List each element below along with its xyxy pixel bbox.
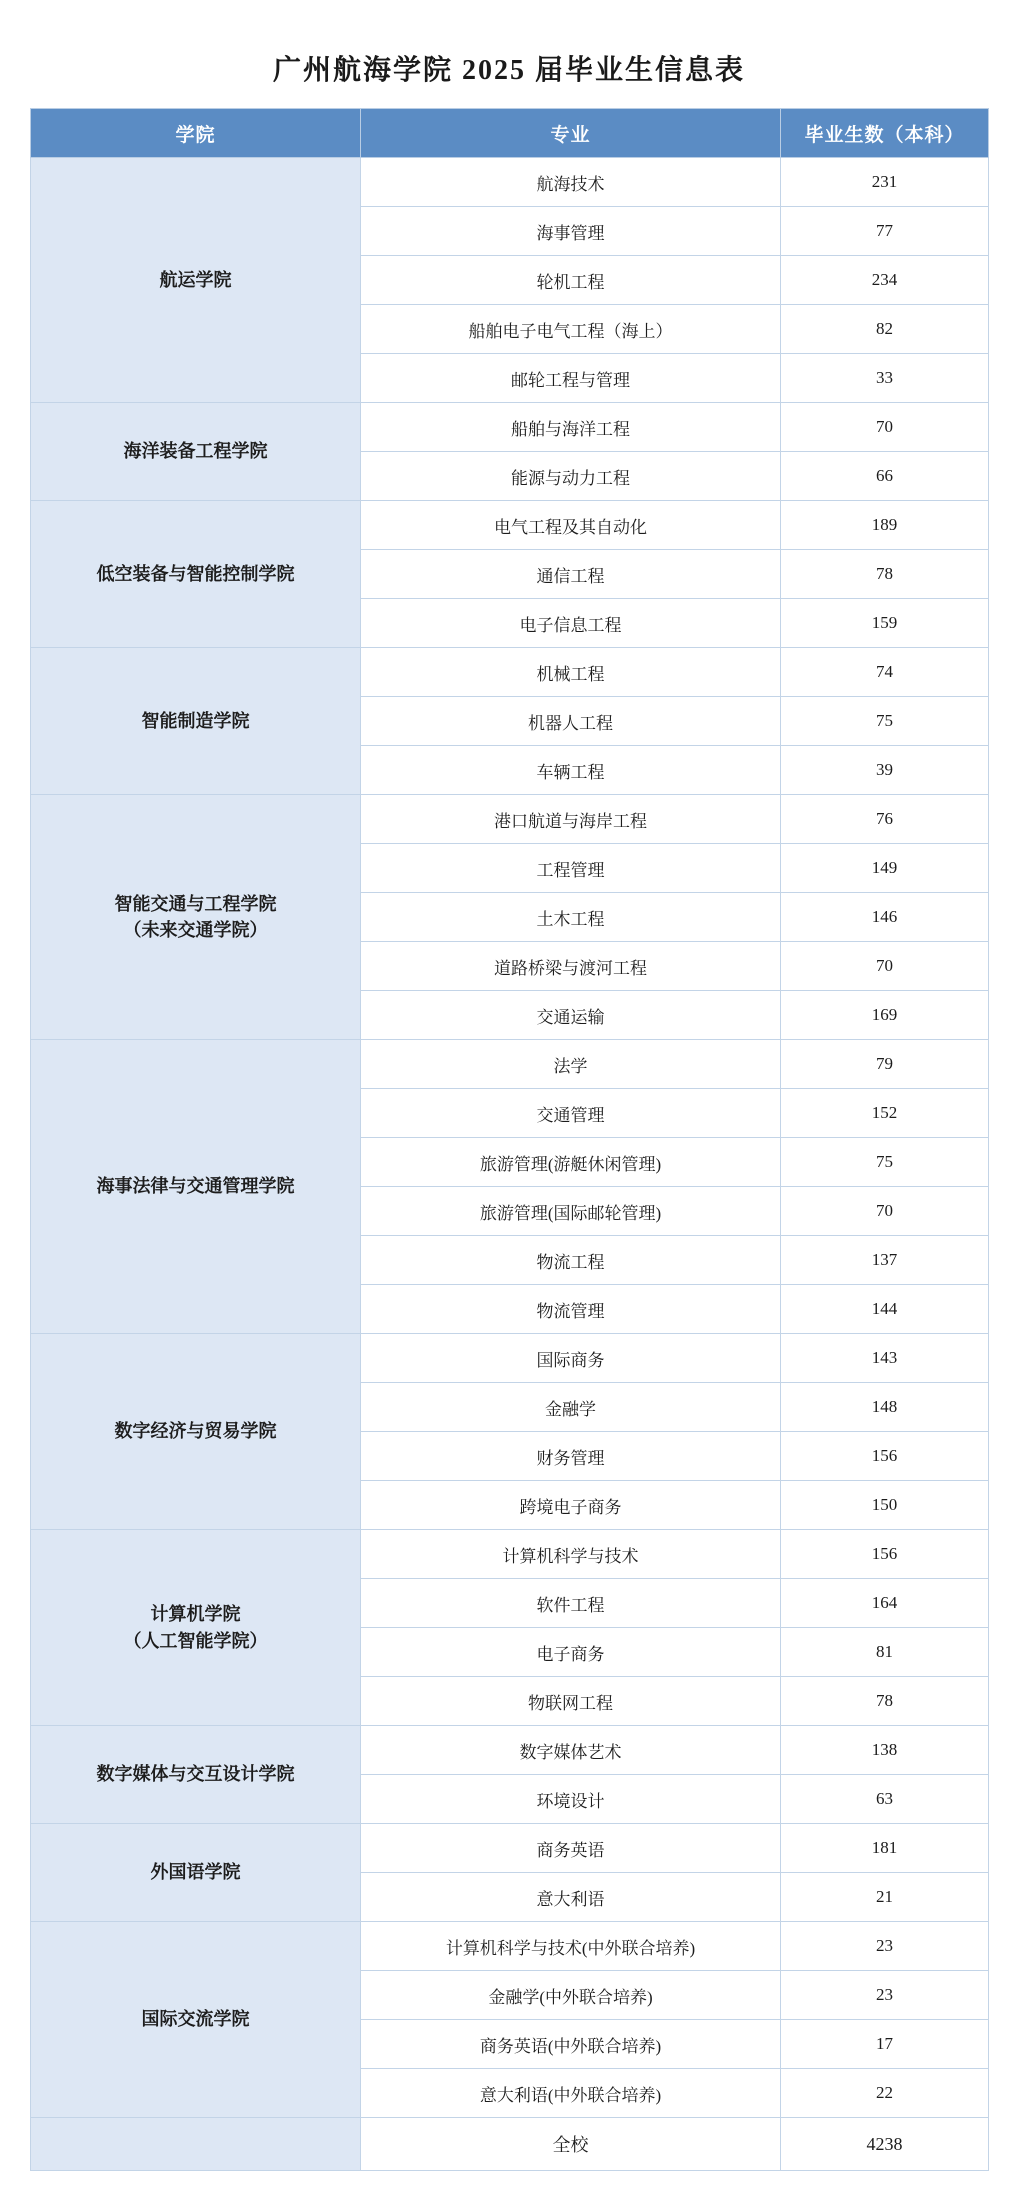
count-cell: 82	[781, 305, 989, 354]
column-header-college: 学院	[31, 109, 361, 158]
college-cell: 海事法律与交通管理学院	[31, 1040, 361, 1334]
major-cell: 国际商务	[361, 1334, 781, 1383]
table-row	[31, 403, 989, 452]
count-cell: 79	[781, 1040, 989, 1089]
major-cell: 能源与动力工程	[361, 452, 781, 501]
major-cell: 计算机科学与技术	[361, 1530, 781, 1579]
major-cell: 法学	[361, 1040, 781, 1089]
count-cell: 76	[781, 795, 989, 844]
table-body	[31, 158, 989, 2171]
count-cell: 189	[781, 501, 989, 550]
count-cell: 70	[781, 1187, 989, 1236]
college-cell: 海洋装备工程学院	[31, 403, 361, 501]
count-cell: 146	[781, 893, 989, 942]
total-label-cell: 全校	[361, 2118, 781, 2171]
table-row	[31, 1922, 989, 1971]
college-cell: 智能交通与工程学院 （未来交通学院）	[31, 795, 361, 1040]
college-cell: 计算机学院 （人工智能学院）	[31, 1530, 361, 1726]
count-cell: 39	[781, 746, 989, 795]
major-cell: 通信工程	[361, 550, 781, 599]
major-cell: 商务英语	[361, 1824, 781, 1873]
major-cell: 船舶电子电气工程（海上）	[361, 305, 781, 354]
table-row	[31, 1040, 989, 1089]
count-cell: 156	[781, 1530, 989, 1579]
table-row	[31, 1824, 989, 1873]
major-cell: 机械工程	[361, 648, 781, 697]
count-cell: 159	[781, 599, 989, 648]
count-cell: 70	[781, 403, 989, 452]
major-cell: 跨境电子商务	[361, 1481, 781, 1530]
count-cell: 75	[781, 1138, 989, 1187]
count-cell: 150	[781, 1481, 989, 1530]
count-cell: 148	[781, 1383, 989, 1432]
count-cell: 234	[781, 256, 989, 305]
college-cell: 国际交流学院	[31, 1922, 361, 2118]
table-row	[31, 1530, 989, 1579]
major-cell: 交通运输	[361, 991, 781, 1040]
major-cell: 商务英语(中外联合培养)	[361, 2020, 781, 2069]
count-cell: 78	[781, 1677, 989, 1726]
count-cell: 181	[781, 1824, 989, 1873]
count-cell: 74	[781, 648, 989, 697]
count-cell: 77	[781, 207, 989, 256]
table-row	[31, 1726, 989, 1775]
table-total-row	[31, 2118, 989, 2171]
college-cell: 数字经济与贸易学院	[31, 1334, 361, 1530]
major-cell: 海事管理	[361, 207, 781, 256]
major-cell: 金融学(中外联合培养)	[361, 1971, 781, 2020]
table-row	[31, 1334, 989, 1383]
count-cell: 164	[781, 1579, 989, 1628]
major-cell: 道路桥梁与渡河工程	[361, 942, 781, 991]
major-cell: 金融学	[361, 1383, 781, 1432]
count-cell: 149	[781, 844, 989, 893]
major-cell: 环境设计	[361, 1775, 781, 1824]
major-cell: 电子商务	[361, 1628, 781, 1677]
major-cell: 计算机科学与技术(中外联合培养)	[361, 1922, 781, 1971]
count-cell: 70	[781, 942, 989, 991]
college-cell: 数字媒体与交互设计学院	[31, 1726, 361, 1824]
count-cell: 137	[781, 1236, 989, 1285]
count-cell: 143	[781, 1334, 989, 1383]
count-cell: 138	[781, 1726, 989, 1775]
major-cell: 交通管理	[361, 1089, 781, 1138]
count-cell: 156	[781, 1432, 989, 1481]
table-row	[31, 501, 989, 550]
major-cell: 电子信息工程	[361, 599, 781, 648]
college-cell: 智能制造学院	[31, 648, 361, 795]
major-cell: 机器人工程	[361, 697, 781, 746]
total-count-cell: 4238	[781, 2118, 989, 2171]
major-cell: 数字媒体艺术	[361, 1726, 781, 1775]
table-row	[31, 648, 989, 697]
major-cell: 车辆工程	[361, 746, 781, 795]
count-cell: 23	[781, 1971, 989, 2020]
major-cell: 物流管理	[361, 1285, 781, 1334]
column-header-count: 毕业生数（本科）	[781, 109, 989, 158]
major-cell: 电气工程及其自动化	[361, 501, 781, 550]
total-blank-cell	[31, 2118, 361, 2171]
graduates-table	[30, 108, 989, 2171]
count-cell: 21	[781, 1873, 989, 1922]
college-cell: 外国语学院	[31, 1824, 361, 1922]
major-cell: 港口航道与海岸工程	[361, 795, 781, 844]
major-cell: 邮轮工程与管理	[361, 354, 781, 403]
major-cell: 意大利语	[361, 1873, 781, 1922]
count-cell: 144	[781, 1285, 989, 1334]
major-cell: 软件工程	[361, 1579, 781, 1628]
major-cell: 土木工程	[361, 893, 781, 942]
major-cell: 意大利语(中外联合培养)	[361, 2069, 781, 2118]
count-cell: 17	[781, 2020, 989, 2069]
count-cell: 78	[781, 550, 989, 599]
count-cell: 23	[781, 1922, 989, 1971]
college-cell: 低空装备与智能控制学院	[31, 501, 361, 648]
table-header-row	[31, 109, 989, 158]
major-cell: 工程管理	[361, 844, 781, 893]
page-title: 广州航海学院 2025 届毕业生信息表	[272, 55, 745, 86]
table-row	[31, 795, 989, 844]
count-cell: 231	[781, 158, 989, 207]
major-cell: 轮机工程	[361, 256, 781, 305]
table-header	[31, 109, 989, 158]
table-row	[31, 158, 989, 207]
major-cell: 旅游管理(游艇休闲管理)	[361, 1138, 781, 1187]
major-cell: 物流工程	[361, 1236, 781, 1285]
college-cell: 航运学院	[31, 158, 361, 403]
count-cell: 66	[781, 452, 989, 501]
count-cell: 152	[781, 1089, 989, 1138]
major-cell: 船舶与海洋工程	[361, 403, 781, 452]
column-header-major: 专业	[361, 109, 781, 158]
count-cell: 22	[781, 2069, 989, 2118]
major-cell: 物联网工程	[361, 1677, 781, 1726]
count-cell: 169	[781, 991, 989, 1040]
major-cell: 航海技术	[361, 158, 781, 207]
count-cell: 75	[781, 697, 989, 746]
count-cell: 63	[781, 1775, 989, 1824]
count-cell: 81	[781, 1628, 989, 1677]
major-cell: 财务管理	[361, 1432, 781, 1481]
count-cell: 33	[781, 354, 989, 403]
major-cell: 旅游管理(国际邮轮管理)	[361, 1187, 781, 1236]
